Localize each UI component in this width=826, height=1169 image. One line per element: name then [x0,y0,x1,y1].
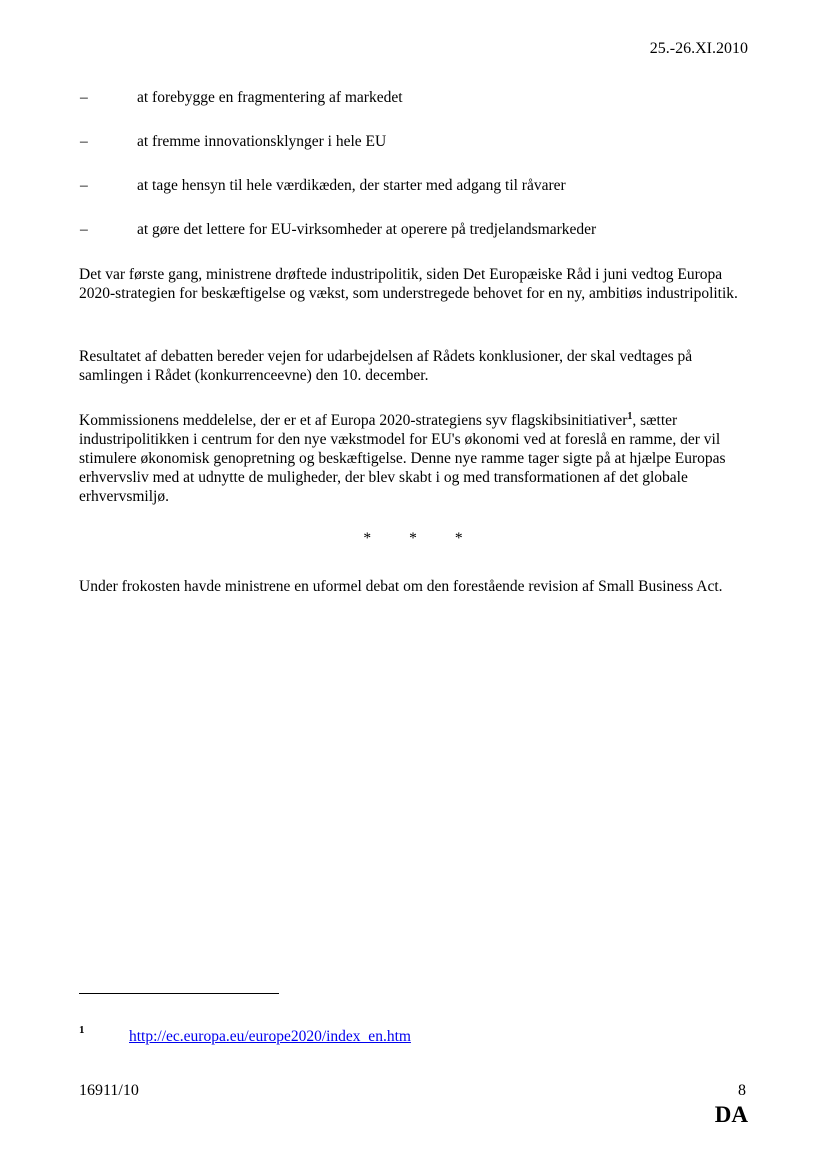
paragraph-industrial-policy: Det var første gang, ministrene drøftede industripolitik, siden Det Europæiske Råd i juni vedtog Europa 2020-strategien for beskæftigelse og vækst, som understregede behovet for en ny, ambitiøs industripolitik. [79,266,738,302]
bullet-dash: – [80,177,88,194]
bullet-item: at forebygge en fragmentering af markedet [137,89,403,106]
footnote-number: 1 [79,1024,85,1036]
paragraph-lunch-debate: Under frokosten havde ministrene en uformel debat om den forestående revision af Small Business Act. [79,578,723,595]
footnote-link[interactable]: http://ec.europa.eu/europe2020/index_en.htm [129,1028,411,1045]
section-separator [0,530,826,548]
separator-star: * [363,530,372,547]
bullet-item: at fremme innovationsklynger i hele EU [137,133,387,150]
separator-star: * [409,530,417,547]
footnote-reference[interactable]: 1 [627,410,633,422]
page-number: 8 [738,1082,746,1099]
paragraph-text: Kommissionens meddelelse, der er et af Europa 2020-strategiens syv flagskibsinitiativer [79,412,628,429]
language-code: DA [714,1102,748,1127]
bullet-dash: – [80,89,88,106]
bullet-dash: – [80,221,88,238]
bullet-dash: – [80,133,88,150]
paragraph-commission-communication [79,411,759,506]
separator-star: * [454,530,463,547]
footnote-divider [79,993,279,994]
document-number: 16911/10 [79,1082,139,1099]
bullet-item: at gøre det lettere for EU-virksomheder at operere på tredjelandsmarkeder [137,221,597,238]
paragraph-debate-result: Resultatet af debatten bereder vejen for udarbejdelsen af Rådets konklusioner, der skal vedtages på samlingen i Rådet (konkurrenceevne) den 10. december. [79,348,693,384]
bullet-item: at tage hensyn til hele værdikæden, der starter med adgang til råvarer [137,177,566,194]
paragraph-text: , sætter industripolitikken i centrum for den nye vækstmodel for EU's økonomi ved at foreslå en ramme, der vil stimulere økonomisk genopretning og beskæftigelse. Denne nye ramme tager sigte på at hjælpe Europas erhvervsliv med at udnytte de muligheder, der blev skabt i og med transformationen af det globale erhvervsmiljø. [79,412,726,505]
document-date: 25.-26.XI.2010 [649,40,748,57]
